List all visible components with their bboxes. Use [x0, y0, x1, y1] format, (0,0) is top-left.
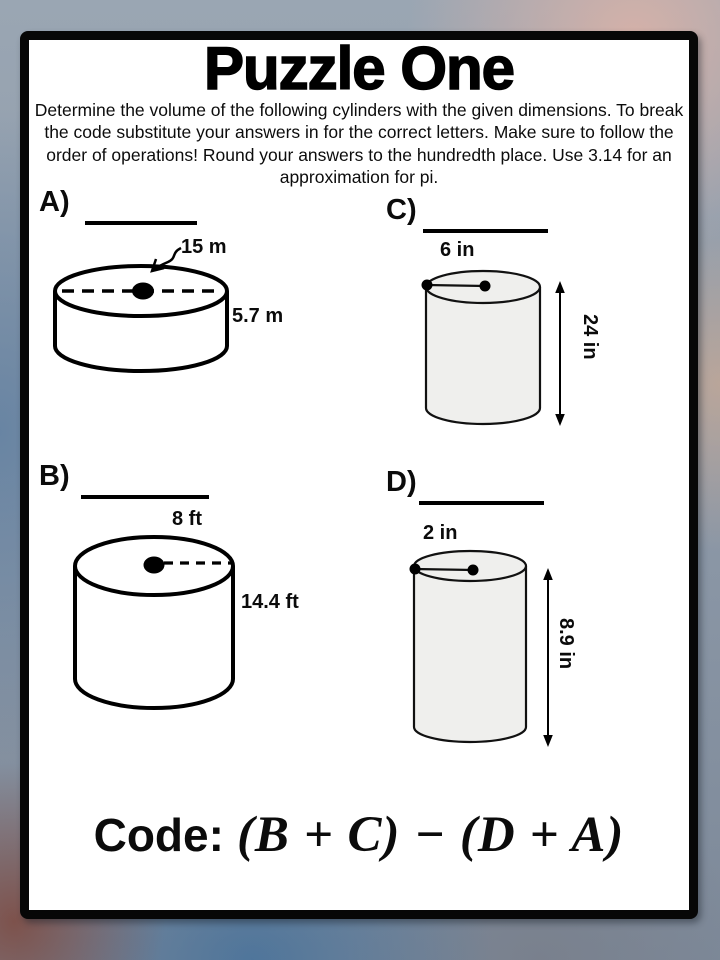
radius-line [427, 285, 485, 286]
problem-d-answer-blank [419, 501, 544, 505]
problem-d [378, 466, 688, 766]
arrowhead-down-icon [543, 735, 553, 747]
problem-d-letter: D) [386, 466, 417, 498]
cylinder-d-diagram [406, 546, 578, 761]
problem-c-answer-blank [423, 229, 548, 233]
problem-a [35, 188, 370, 388]
problem-a-radius-label: 15 m [181, 236, 227, 258]
radius-dot [410, 564, 421, 575]
problem-b-height-label: 14.4 ft [241, 591, 299, 613]
center-dot [468, 565, 479, 576]
instructions-line: order of operations! Round your answers to the hundredth place. Use 3.14 for an [46, 144, 672, 165]
problem-c-letter: C) [386, 194, 417, 226]
problem-b-answer-blank [81, 495, 209, 499]
arrowhead-down-icon [555, 414, 565, 426]
problem-d-radius-label: 2 in [423, 522, 458, 544]
arrowhead-up-icon [555, 281, 565, 293]
problem-b-letter: B) [39, 460, 70, 492]
center-dot [144, 557, 165, 574]
instructions-line: Determine the volume of the following cylinders with the given dimensions. To break [34, 100, 684, 120]
problem-d-height-label: 8.9 in [555, 618, 577, 670]
instructions-line: the code substitute your answers in for the correct letters. Make sure to follow the [44, 122, 674, 143]
problem-a-height-label: 5.7 m [232, 305, 284, 327]
instructions [32, 99, 686, 189]
code-formula: (B + C) − (D + A) [236, 807, 625, 863]
cylinder-c-diagram [410, 262, 578, 438]
code-section [20, 807, 698, 863]
cylinder-b-diagram [71, 528, 283, 718]
radius-line [415, 569, 473, 570]
center-dot [132, 283, 154, 300]
problem-c-height-label: 24 in [579, 314, 601, 360]
problem-c-radius-label: 6 in [440, 239, 475, 261]
radius-dot [422, 280, 433, 291]
cylinder-d-body [414, 566, 526, 742]
cylinder-c-body [426, 287, 540, 424]
page-title: Puzzle One [203, 35, 515, 102]
problem-c [378, 196, 688, 446]
problem-a-answer-blank [85, 221, 197, 225]
instructions-line: approximation for pi. [279, 167, 439, 188]
problem-b [35, 462, 370, 727]
center-dot [480, 281, 491, 292]
code-label: Code: [93, 809, 224, 861]
problem-b-radius-label: 8 ft [172, 508, 202, 530]
arrowhead-up-icon [543, 568, 553, 580]
problem-a-letter: A) [39, 186, 70, 218]
